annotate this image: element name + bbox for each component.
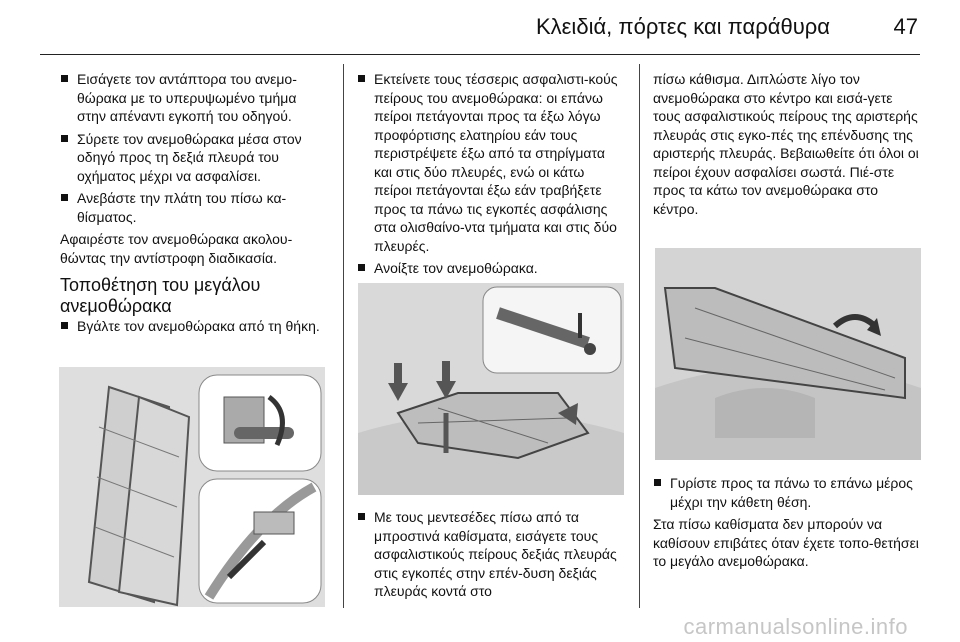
section-heading: Τοποθέτηση του μεγάλου ανεμοθώρακα (60, 275, 261, 316)
column-divider (343, 64, 344, 608)
illustration-windscreen-unfold (358, 283, 624, 495)
illustration-windscreen-installed (655, 248, 921, 460)
instruction-bullet: Βγάλτε τον ανεμοθώρακα από τη θήκη. (60, 317, 326, 336)
instruction-bullet: Ανοίξτε τον ανεμοθώρακα. (357, 259, 625, 278)
watermark-text: carmanualsonline.info (683, 614, 908, 639)
instruction-bullet: Σύρετε τον ανεμοθώρακα μέσα στον οδηγό προς τη δεξιά πλευρά του οχήματος μέχρι να ασφαλίσει. (60, 130, 326, 186)
page-number: 47 (893, 14, 918, 39)
paragraph-removal: Αφαιρέστε τον ανεμοθώρακα ακολου-θώντας την αντίστροφη διαδικασία. (60, 231, 293, 266)
instruction-bullet: Γυρίστε προς τα πάνω το επάνω μέρος μέχρι την κάθετη θέση. (653, 474, 921, 511)
instruction-bullet: Εισάγετε τον αντάπτορα του ανεμο-θώρακα με το υπερυψωμένο τμήμα στην απέναντι εγκοπή του οδηγού. (60, 70, 326, 126)
column-divider (639, 64, 640, 608)
page-header-title: Κλειδιά, πόρτες και παράθυρα (535, 14, 830, 39)
paragraph-note: Στα πίσω καθίσματα δεν μπορούν να καθίσουν επιβάτες όταν έχετε τοπο-θετήσει το μεγάλο ανεμοθώρακα. (653, 516, 919, 569)
illustration-windscreen-bag (59, 367, 325, 607)
instruction-bullet: Με τους μεντεσέδες πίσω από τα μπροστινά καθίσματα, εισάγετε τους ασφαλιστικούς πείρους δεξιάς πλευράς στις εγκοπές στην επέν-δυση δεξιάς πλευράς κοντά στο (357, 508, 625, 601)
column-3 (653, 70, 921, 224)
instruction-bullet: Ανεβάστε την πλάτη του πίσω κα-θίσματος. (60, 189, 326, 226)
column-2-bottom (357, 508, 625, 605)
paragraph-continuation: πίσω κάθισμα. Διπλώστε λίγο τον ανεμοθώρακα στο κέντρο και εισά-γετε τους ασφαλιστικούς πείρους της αριστερής πλευράς στις εγκο-πές της επένδυσης της αριστερής πλευράς. Βεβαιωθείτε ότι όλοι οι πείροι έχουν ασφαλίσει σωστά. Πιέ-στε προς τα κάτω τον ανεμοθώρακα στο κέντρο. (653, 71, 919, 217)
column-1 (60, 70, 326, 340)
instruction-bullet: Εκτείνετε τους τέσσερις ασφαλιστι-κούς πείρους του ανεμοθώρακα: οι επάνω πείροι πετάγονται προς τα έξω λόγω προφόρτισης ελατηρίου εάν τους περιστρέψετε έξω από τα στηρίγματα και στις δύο πλευρές, ενώ οι κάτω πείροι πετάγονται έξω εάν τραβήξετε προς τα πάνω τις εγκοπές ασφάλισης στα ολισθαίνο-ντα τμήματα και στις δύο πλευρές. (357, 70, 625, 255)
header-divider (40, 54, 920, 55)
column-3-bottom (653, 474, 921, 577)
column-2 (357, 70, 625, 282)
